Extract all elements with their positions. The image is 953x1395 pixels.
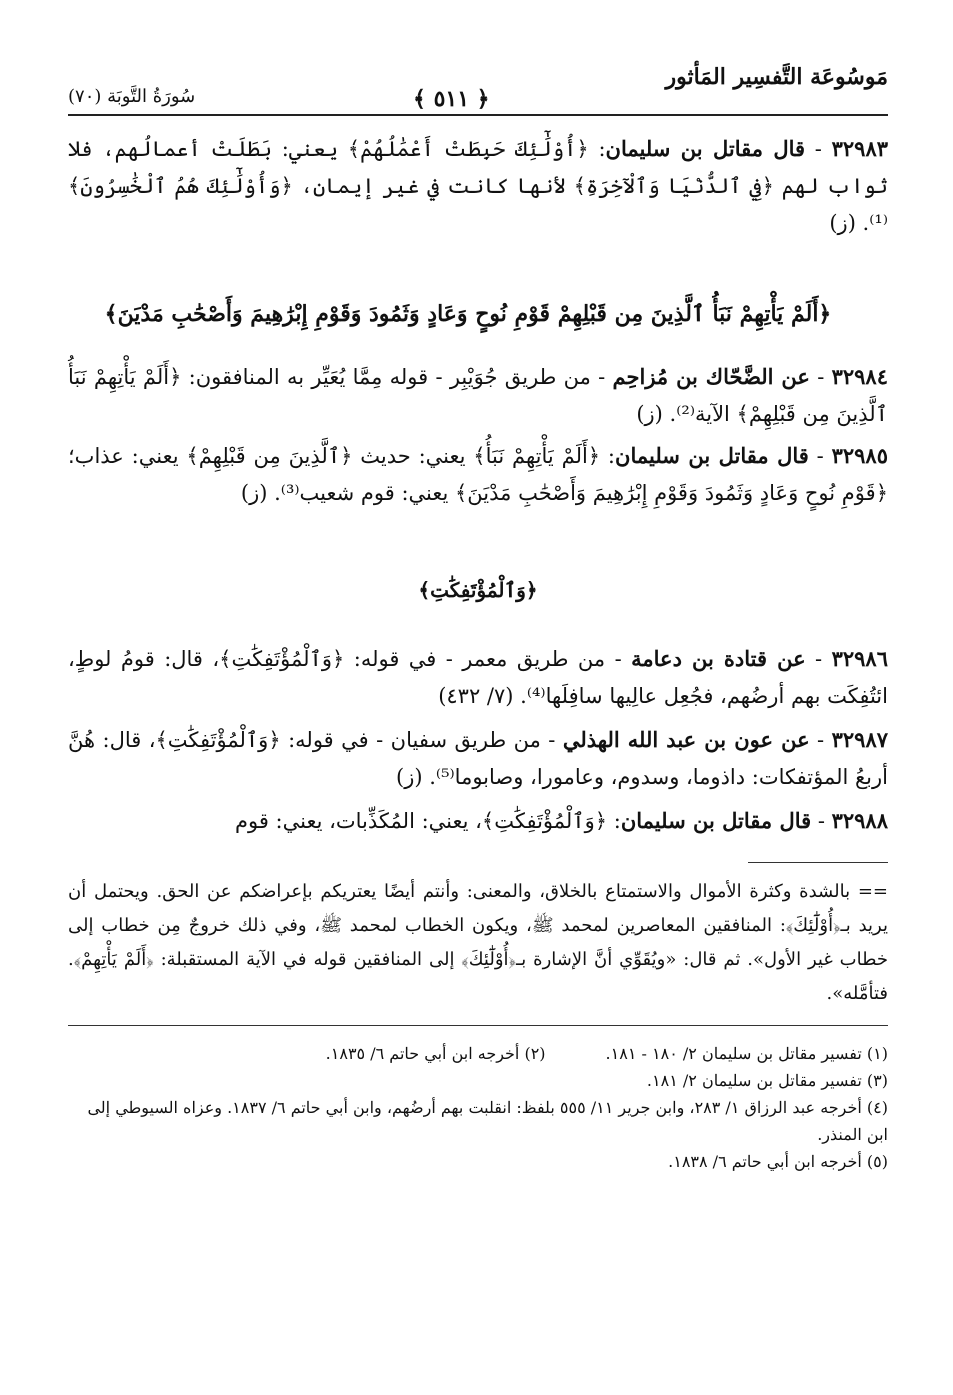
entry-text: : ﴿وَٱلْمُؤْتَفِكَٰتِ﴾، يعني: المُكَذِّبات، يعني: قوم	[234, 809, 621, 833]
footnote-divider	[68, 1025, 888, 1026]
entry-number: ٣٢٩٨٧	[831, 727, 889, 752]
page	[68, 56, 888, 1376]
page-header	[68, 56, 888, 116]
entry-32986: ٣٢٩٨٦ - عن قتادة بن دعامة - من طريق معمر - في قوله: ﴿وَٱلْمُؤْتَفِكَٰتِ﴾، قال: قومُ لوطٍ، ائتُفِكَت بهم أرضُهم، فجُعِل عالِيها سافِلَها⁽⁴⁾. (٧/ ٤٣٢)	[68, 646, 888, 708]
entry-narrator: قال مقاتل بن سليمان	[615, 443, 809, 468]
entry-narrator: قال مقاتل بن سليمان	[605, 136, 806, 161]
entry-number: ٣٢٩٨٦	[831, 646, 888, 671]
footnote-2: (٢) أخرجه ابن أبي حاتم ٦/ ١٨٣٥.	[325, 1044, 546, 1063]
footnote-3: (٣) تفسير مقاتل بن سليمان ٢/ ١٨١.	[646, 1071, 888, 1090]
entry-text: - من طريق سفيان - في قوله: ﴿وَٱلْمُؤْتَفِكَٰتِ﴾، قال: هُنَّ أربعُ المؤتفكات: داذوما، وسدوم، وعامورا، وصابوما⁽⁵⁾. (ز)	[68, 728, 888, 789]
entry-text: : ﴿أَلَمْ يَأْتِهِمْ نَبَأُ﴾ يعني: حديث ﴿ٱلَّذِينَ مِن قَبْلِهِمْ﴾ يعني: عذاب؛ ﴿قَوْمِ نُوحٍ وَعَادٍ وَثَمُودَ وَقَوْمِ إِبْرَٰهِيمَ وَأَصْحَٰبِ مَدْيَنَ﴾ يعني: قوم شعيب⁽³⁾. (ز)	[68, 444, 888, 505]
entry-number: ٣٢٩٨٨	[831, 808, 888, 833]
entry-32987: ٣٢٩٨٧ - عن عون بن عبد الله الهذلي - من طريق سفيان - في قوله: ﴿وَٱلْمُؤْتَفِكَٰتِ﴾، قال: هُنَّ أربعُ المؤتفكات: داذوما، وسدوم، وعامورا، وصابوما⁽⁵⁾. (ز)	[68, 727, 889, 789]
entry-number: ٣٢٩٨٤	[831, 364, 888, 389]
entry-text: : ﴿أُوْلَٰٓئِكَ حَبِطَتْ أَعْمَٰلُهُمْ﴾ يعني: بَطَلَتْ أعمالُهم، فلا ثواب لهم ﴿فِي ٱلدُّنْيَا وَٱلْآخِرَةِ﴾ لأنها كانت في غير إيمان، ﴿وَأُوْلَٰٓئِكَ هُمُ ٱلْخَٰسِرُونَ﴾⁽¹⁾. (ز)	[68, 137, 888, 235]
entry-text: - من طريق معمر - في قوله: ﴿وَٱلْمُؤْتَفِكَٰتِ﴾، قال: قومُ لوطٍ، ائتُفِكَت بهم أرضُهم، فجُعِل عالِيها سافِلَها⁽⁴⁾. (٧/ ٤٣٢)	[68, 647, 888, 708]
entry-narrator: عن قتادة بن دعامة	[631, 646, 806, 671]
verse-banner: ﴿وَٱلْمُؤْتَفِكَٰتِ﴾	[418, 578, 538, 602]
footnote-row	[68, 1040, 888, 1067]
entry-number: ٣٢٩٨٣	[831, 136, 889, 161]
entry-32985: ٣٢٩٨٥ - قال مقاتل بن سليمان: ﴿أَلَمْ يَأْتِهِمْ نَبَأُ﴾ يعني: حديث ﴿ٱلَّذِينَ مِن قَبْلِهِمْ﴾ يعني: عذاب؛ ﴿قَوْمِ نُوحٍ وَعَادٍ وَثَمُودَ وَقَوْمِ إِبْرَٰهِيمَ وَأَصْحَٰبِ مَدْيَنَ﴾ يعني: قوم شعيب⁽³⁾. (ز)	[68, 443, 888, 505]
entry-32988: ٣٢٩٨٨ - قال مقاتل بن سليمان: ﴿وَٱلْمُؤْتَفِكَٰتِ﴾، يعني: المُكَذِّبات، يعني: قوم	[234, 808, 888, 833]
footnote-5: (٥) أخرجه ابن أبي حاتم ٦/ ١٨٣٨.	[668, 1152, 888, 1171]
entry-32983: ٣٢٩٨٣ - قال مقاتل بن سليمان: ﴿أُوْلَٰٓئِكَ حَبِطَتْ أَعْمَٰلُهُمْ﴾ يعني: بَطَلَتْ أعمالُهم، فلا ثواب لهم ﴿فِي ٱلدُّنْيَا وَٱلْآخِرَةِ﴾ لأنها كانت في غير إيمان، ﴿وَأُوْلَٰٓئِكَ هُمُ ٱلْخَٰسِرُونَ﴾⁽¹⁾. (ز)	[68, 136, 889, 235]
divider	[748, 862, 888, 863]
footnote-1: (١) تفسير مقاتل بن سليمان ٢/ ١٨٠ - ١٨١.	[605, 1044, 888, 1063]
entry-narrator: قال مقاتل بن سليمان	[620, 808, 812, 833]
surah-title: سُورَةُ التَّوبَة (٧٠)	[68, 86, 196, 107]
entry-32984: ٣٢٩٨٤ - عن الضَّحّاك بن مُزاحِم - من طريق جُوَيْبِر - قوله مِمَّا يُعَيِّر به المنافقون: ﴿أَلَمْ يَأْتِهِمْ نَبَأُ ٱلَّذِينَ مِن قَبْلِهِمْ﴾ الآية⁽²⁾. (ز)	[68, 364, 888, 426]
entry-narrator: عن الضَّحّاك بن مُزاحِم	[612, 364, 810, 389]
entry-number: ٣٢٩٨٥	[831, 443, 888, 468]
carry-over-note: == بالشدة وكثرة الأموال والاستمتاع بالخلاق، والمعنى: وأنتم أيضًا يعتريكم بإعراضكم عن الحق. ويحتمل أن يريد بـ﴿أُوْلَٰٓئِكَ﴾: المنافقين المعاصرين لمحمد ﷺ، ويكون الخطاب لمحمد ﷺ، وفي ذلك خروجٌ مِن خطاب إلى خطاب غير الأول». ثم قال: «ويُقَوِّي أنَّ الإشارة بـ﴿أُوْلَٰٓئِكَ﴾ إلى المنافقين قوله في الآية المستقبلة: ﴿أَلَمْ يَأْتِهِمْ﴾. فتأمَّله».	[68, 881, 888, 1004]
verse-banner: ﴿أَلَمْ يَأْتِهِمْ نَبَأُ ٱلَّذِينَ مِن قَبْلِهِمْ قَوْمِ نُوحٍ وَعَادٍ وَثَمُودَ وَقَوْمِ إِبْرَٰهِيمَ وَأَصْحَٰبِ مَدْيَنَ﴾	[104, 301, 832, 327]
page-number: ﴿ ٥١١ ﴾	[413, 86, 490, 112]
footnote-4: (٤) أخرجه عبد الرزاق ١/ ٢٨٣، وابن جرير ١١/ ٥٥٥ بلفظ: انقلبت بهم أرضُهم، وابن أبي حاتم ٦/ ١٨٣٧. وعزاه السيوطي إلى ابن المنذر.	[87, 1098, 888, 1144]
entry-text: - من طريق جُوَيْبِر - قوله مِمَّا يُعَيِّر به المنافقون: ﴿أَلَمْ يَأْتِهِمْ نَبَأُ ٱلَّذِينَ مِن قَبْلِهِمْ﴾ الآية⁽²⁾. (ز)	[68, 365, 888, 426]
entry-narrator: عن عون بن عبد الله الهذلي	[562, 727, 810, 752]
book-title: مَوسُوعَة التَّفسِير المَأثور	[665, 64, 888, 90]
